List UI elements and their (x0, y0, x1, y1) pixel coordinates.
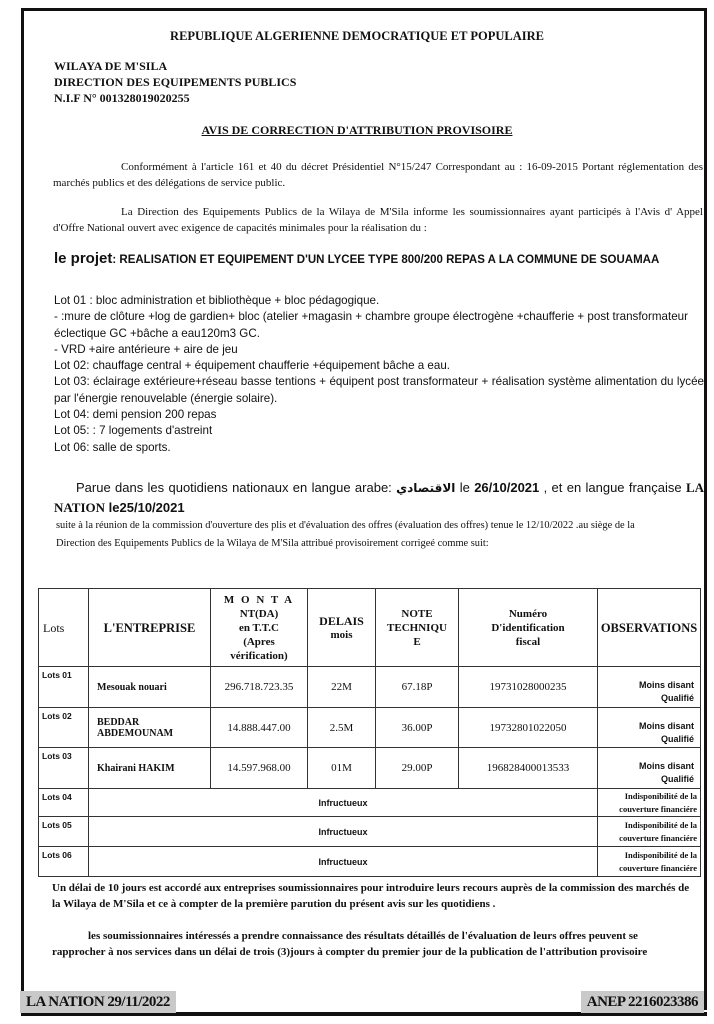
status-cell: Infructueux (89, 817, 598, 847)
observation-cell (598, 708, 701, 748)
consultation-paragraph (52, 928, 692, 960)
obs-line: couverture financiére (619, 862, 697, 873)
appeal-delay-paragraph: Un délai de 10 jours est accordé aux entreprises soumissionnaires pour introduire leurs recours auprès de la commission des marchés de la Wilaya de M'Sila et ce à compter de la première parution du présent avis sur les quotidiens . (52, 882, 690, 910)
montant-cell: 14.888.447.00 (211, 708, 308, 748)
project-lead: le projet (54, 250, 113, 267)
french-newspaper-name: LA NATION (54, 480, 705, 515)
legal-reference-paragraph: Conformément à l'article 161 et 40 du décret Présidentiel N°15/247 Correspondant au : 16-09-2015 Portant réglementation des marchés publics et des délégations de service public. (53, 161, 703, 189)
lot-line: Lot 01 : bloc administration et bibliothèque + bloc pédagogique. (54, 294, 380, 307)
entreprise-cell (89, 708, 211, 748)
lot-cell: Lots 02 (39, 708, 89, 748)
observation-cell (598, 667, 701, 708)
anep-reference-label: ANEP 2216023386 (581, 991, 704, 1013)
obs-line: Indisponibilité de la (624, 819, 697, 830)
status-cell: Infructueux (89, 789, 598, 817)
entreprise-name: Khairani HAKIM (97, 762, 175, 774)
table-row (39, 748, 701, 789)
lot-line: Lot 05: : 7 logements d'astreint (54, 424, 213, 438)
publication-paragraph (54, 478, 704, 517)
note-cell: 36.00P (376, 708, 459, 748)
lot-line: Lot 04: demi pension 200 repas (54, 408, 217, 422)
note-line: TECHNIQU (387, 621, 447, 634)
french-publication-date: 25/10/2021 (119, 500, 185, 515)
montant-line: NT(DA) (239, 607, 279, 620)
obs-line: Indisponibilité de la (624, 849, 697, 860)
arabic-publication-date: 26/10/2021 (474, 480, 540, 495)
note-cell: 67.18P (376, 667, 459, 708)
lot-cell: Lots 06 (39, 847, 89, 877)
project-text: : REALISATION ET EQUIPEMENT D'UN LYCEE TYPE 800/200 REPAS A LA COMMUNE DE SOUAMAA (112, 254, 660, 266)
obs-line: Qualifié (660, 733, 694, 744)
publication-mid3: le (105, 500, 120, 515)
delais-cell: 2.5M (308, 708, 376, 748)
col-header-entreprise: L'ENTREPRISE (89, 589, 211, 667)
note-line: NOTE (401, 607, 433, 620)
status-cell: Infructueux (89, 847, 598, 877)
montant-cell: 14.597.968.00 (211, 748, 308, 789)
wilaya-label: WILAYA DE M'SILA (54, 59, 168, 73)
lot-line: Lot 06: salle de sports. (54, 440, 171, 454)
note-line: E (413, 635, 421, 648)
lot-cell: Lots 05 (39, 817, 89, 847)
lot-line: Lot 03: éclairage extérieure+réseau basse tentions + équipent post transformateur + réalisation système alimentation du lycée par l'énergie renouvelable (énergie solaire). (54, 375, 704, 405)
entreprise-name: ABDEMOUNAM (97, 727, 174, 739)
col-header-note (376, 589, 459, 667)
table-row (39, 708, 701, 748)
arabic-newspaper-name: الاقتصادي (396, 481, 456, 495)
observation-cell (598, 789, 701, 817)
lot-cell: Lots 03 (39, 748, 89, 789)
direction-info-paragraph: La Direction des Equipements Publics de la Wilaya de M'Sila informe les soumissionnaires ayant participés à l'Avis d' Appel d'Offre National ouvert avec exigence de capacités minimales pour la réalisation du : (53, 206, 703, 234)
col-header-delais (308, 589, 376, 667)
delais-line: mois (330, 628, 353, 641)
obs-line: Moins disant (638, 680, 694, 690)
numero-line: D'identification (491, 621, 565, 634)
table-header-row (39, 589, 701, 667)
table-row-infructueux (39, 789, 701, 817)
col-header-observations: OBSERVATIONS (598, 589, 701, 667)
observation-cell (598, 748, 701, 789)
lots-description (54, 293, 704, 456)
observation-cell (598, 817, 701, 847)
commission-paragraph: suite à la réunion de la commission d'ouverture des plis et d'évaluation des offres (évaluation des offres) tenue le 12/10/2022 .au siège de la Direction des Equipements Publics de la Wilaya de M'Sila attribué provisoirement corrigeé comme suit: (56, 520, 635, 549)
lot-line: Lot 02: chauffage central + équipement chaufferie +équipement bâche a eau. (54, 359, 450, 373)
montant-line: (Apres (243, 635, 275, 648)
delais-cell: 22M (308, 667, 376, 708)
col-header-lots: Lots (39, 589, 89, 667)
publication-prefix: Parue dans les quotidiens nationaux en langue arabe: (76, 480, 397, 495)
numero-line: Numéro (508, 607, 548, 620)
obs-line: Indisponibilité de la (624, 790, 697, 801)
table-row-infructueux (39, 817, 701, 847)
lot-line: - VRD +aire antérieure + aire de jeu (54, 342, 238, 356)
obs-line: couverture financiére (619, 832, 697, 843)
publication-footer-label: LA NATION 29/11/2022 (20, 991, 176, 1013)
direction-label: DIRECTION DES EQUIPEMENTS PUBLICS (54, 75, 297, 89)
nif-label: N.I.F N° 001328019020255 (54, 91, 190, 105)
table-row (39, 667, 701, 708)
observation-cell (598, 847, 701, 877)
lot-cell: Lots 01 (39, 667, 89, 708)
attribution-table (38, 588, 701, 877)
obs-line: Moins disant (638, 761, 694, 771)
entreprise-name: BEDDAR (97, 716, 140, 728)
montant-line: M O N T A (223, 593, 295, 606)
obs-line: Moins disant (638, 720, 694, 731)
entreprise-name: Mesouak nouari (97, 681, 167, 693)
lot-cell: Lots 04 (39, 789, 89, 817)
nif-cell: 196828400013533 (459, 748, 598, 789)
consultation-text: les soumissionnaires intéressés a prendre connaissance des résultats détaillés de l'évaluation de leurs offres peuvent se rapprocher à nos services dans un délai de trois (3)jours à compter du premier jour de la publication de l'attribution provisoire (52, 930, 648, 958)
col-header-montant (211, 589, 308, 667)
table-row-infructueux (39, 847, 701, 877)
nif-cell: 19731028000235 (459, 667, 598, 708)
note-cell: 29.00P (376, 748, 459, 789)
delais-cell: 01M (308, 748, 376, 789)
obs-line: Qualifié (660, 774, 694, 784)
publication-mid2: , et en langue française (539, 480, 686, 495)
entreprise-cell (89, 667, 211, 708)
obs-line: Qualifié (660, 693, 694, 703)
nif-cell: 19732801022050 (459, 708, 598, 748)
montant-cell: 296.718.723.35 (211, 667, 308, 708)
entreprise-cell (89, 748, 211, 789)
lot-line: - :mure de clôture +log de gardien+ bloc (atelier +magasin + chambre groupe électrogène +chaufferie + post transformateur éclectique GC +bâche a eau120m3 GC. (54, 310, 688, 340)
delais-line: DELAIS (319, 613, 364, 628)
publication-mid: le (455, 480, 475, 495)
project-title (54, 250, 659, 267)
organization-block (54, 58, 296, 106)
notice-title: AVIS DE CORRECTION D'ATTRIBUTION PROVISOIRE (201, 123, 513, 137)
obs-line: couverture financiére (619, 803, 697, 814)
col-header-numero (459, 589, 598, 667)
republic-heading: REPUBLIQUE ALGERIENNE DEMOCRATIQUE ET POPULAIRE (170, 29, 544, 43)
numero-line: fiscal (515, 635, 541, 648)
montant-line: en T.T.C (238, 621, 280, 634)
montant-line: vérification) (230, 649, 288, 662)
